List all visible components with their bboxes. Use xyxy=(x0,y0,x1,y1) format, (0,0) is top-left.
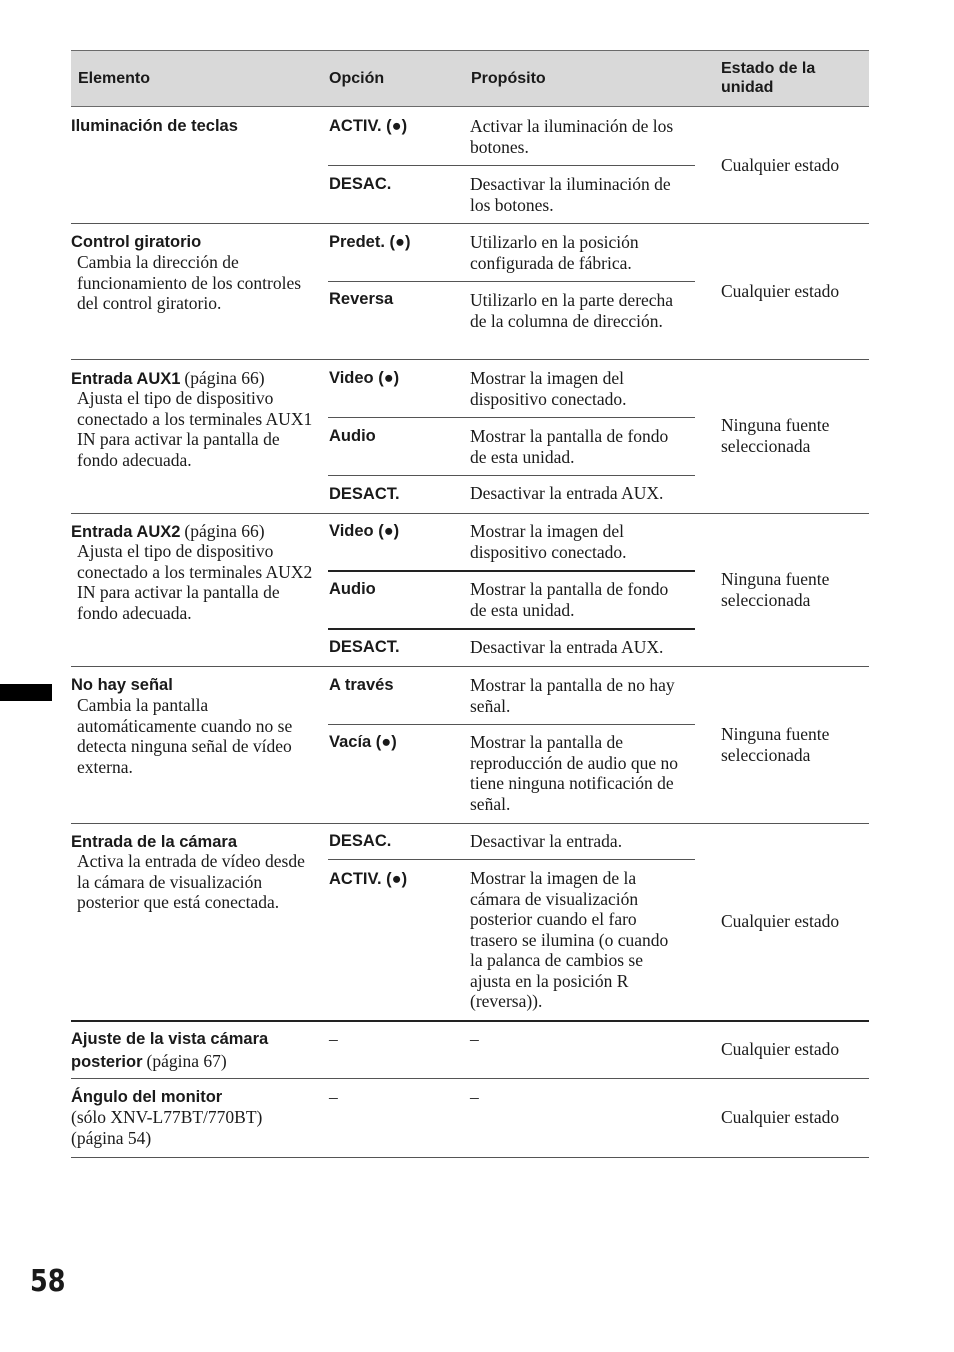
option-label: Predet. (●) xyxy=(329,233,411,251)
option-divider xyxy=(328,570,695,572)
row-description: Ajusta el tipo de dispositivo conectado a los terminales AUX1 IN para activar la pantalla de fondo adecuada. xyxy=(77,388,313,470)
option-label: Audio xyxy=(329,427,376,445)
option-label: Vacía (●) xyxy=(329,733,397,751)
option-purpose: Utilizarlo en la posición configurada de fábrica. xyxy=(470,232,639,273)
option-divider xyxy=(328,165,695,166)
page-number: 58 xyxy=(30,1264,66,1299)
page-reference: (sólo XNV-L77BT/770BT) (página 54) xyxy=(71,1107,263,1148)
option-label: Video (●) xyxy=(329,369,400,387)
unit-state: Ninguna fuente seleccionada xyxy=(721,415,830,456)
option-divider xyxy=(328,724,695,725)
header-estado: Estado de la unidad xyxy=(721,60,816,96)
unit-state: Cualquier estado xyxy=(721,155,840,175)
option-purpose: Mostrar la imagen de la cámara de visualización posterior cuando el faro trasero se ilumina (o cuando la palanca de cambios se ajusta en la posición R (reversa)). xyxy=(470,868,669,1011)
page-reference: (página 66) xyxy=(184,521,265,541)
row-title: Ajuste de la vista cámara posterior xyxy=(71,1030,269,1071)
row-description: Activa la entrada de vídeo desde la cámara de visualización posterior que está conectada. xyxy=(77,851,305,912)
option-purpose: Desactivar la entrada AUX. xyxy=(470,483,664,503)
option-purpose: Mostrar la imagen del dispositivo conectado. xyxy=(470,521,627,562)
unit-state: Ninguna fuente seleccionada xyxy=(721,724,830,765)
option-label: – xyxy=(329,1029,338,1049)
option-purpose: Activar la iluminación de los botones. xyxy=(470,116,674,157)
option-label: Audio xyxy=(329,580,376,598)
row-title: Entrada de la cámara xyxy=(71,833,237,851)
option-label: Reversa xyxy=(329,290,394,308)
option-purpose: – xyxy=(470,1029,479,1049)
option-label: DESAC. xyxy=(329,832,392,850)
option-purpose: Mostrar la imagen del dispositivo conectado. xyxy=(470,368,627,409)
option-purpose: Desactivar la entrada AUX. xyxy=(470,637,664,657)
row-divider xyxy=(71,823,869,824)
option-purpose: Mostrar la pantalla de reproducción de audio que no tiene ninguna notificación de señal. xyxy=(470,732,678,814)
row-description: Cambia la pantalla automáticamente cuando no se detecta ninguna señal de vídeo externa. xyxy=(77,695,293,777)
option-divider xyxy=(328,475,695,476)
row-title: Ángulo del monitor xyxy=(71,1088,223,1106)
row-title-block xyxy=(71,521,321,542)
option-label: DESAC. xyxy=(329,175,392,193)
option-label: ACTIV. (●) xyxy=(329,117,408,135)
table-bottom-border xyxy=(71,1157,869,1158)
option-divider xyxy=(328,281,695,282)
page-reference: (página 66) xyxy=(184,368,265,388)
row-title: Iluminación de teclas xyxy=(71,117,238,135)
unit-state: Ninguna fuente seleccionada xyxy=(721,569,830,610)
option-purpose: Desactivar la entrada. xyxy=(470,831,623,851)
unit-state: Cualquier estado xyxy=(721,1107,840,1127)
option-divider xyxy=(328,417,695,418)
unit-state: Cualquier estado xyxy=(721,1039,840,1059)
option-label: – xyxy=(329,1087,338,1107)
option-label: DESACT. xyxy=(329,638,400,656)
row-title-block xyxy=(71,1029,316,1073)
option-label: DESACT. xyxy=(329,485,400,503)
section-tab-marker xyxy=(0,684,52,701)
option-purpose: Mostrar la pantalla de no hay señal. xyxy=(470,675,675,716)
row-divider xyxy=(71,1078,869,1079)
header-proposito: Propósito xyxy=(471,70,546,87)
option-purpose: – xyxy=(470,1087,479,1107)
row-description: Cambia la dirección de funcionamiento de los controles del control giratorio. xyxy=(77,252,302,313)
header-elemento: Elemento xyxy=(78,70,151,87)
option-purpose: Mostrar la pantalla de fondo de esta unidad. xyxy=(470,426,669,467)
row-title: Entrada AUX2 xyxy=(71,523,181,541)
row-divider xyxy=(71,513,869,514)
row-divider xyxy=(71,666,869,667)
option-purpose: Mostrar la pantalla de fondo de esta unidad. xyxy=(470,579,669,620)
option-divider xyxy=(328,859,695,860)
unit-state: Cualquier estado xyxy=(721,281,840,301)
option-divider xyxy=(328,628,695,630)
row-title: No hay señal xyxy=(71,676,173,694)
row-divider xyxy=(71,359,869,360)
page-reference: (página 67) xyxy=(146,1050,227,1071)
option-label: Video (●) xyxy=(329,522,400,540)
option-label: A través xyxy=(329,676,394,694)
row-divider xyxy=(71,223,869,224)
row-title: Control giratorio xyxy=(71,233,202,251)
option-purpose: Utilizarlo en la parte derecha de la columna de dirección. xyxy=(470,290,674,331)
row-title-block xyxy=(71,368,321,389)
row-divider xyxy=(71,1020,869,1022)
header-opcion: Opción xyxy=(329,70,385,87)
row-title: Entrada AUX1 xyxy=(71,370,181,388)
unit-state: Cualquier estado xyxy=(721,911,840,931)
row-description: Ajusta el tipo de dispositivo conectado a los terminales AUX2 IN para activar la pantalla de fondo adecuada. xyxy=(77,541,313,623)
option-label: ACTIV. (●) xyxy=(329,870,408,888)
option-purpose: Desactivar la iluminación de los botones. xyxy=(470,174,671,215)
